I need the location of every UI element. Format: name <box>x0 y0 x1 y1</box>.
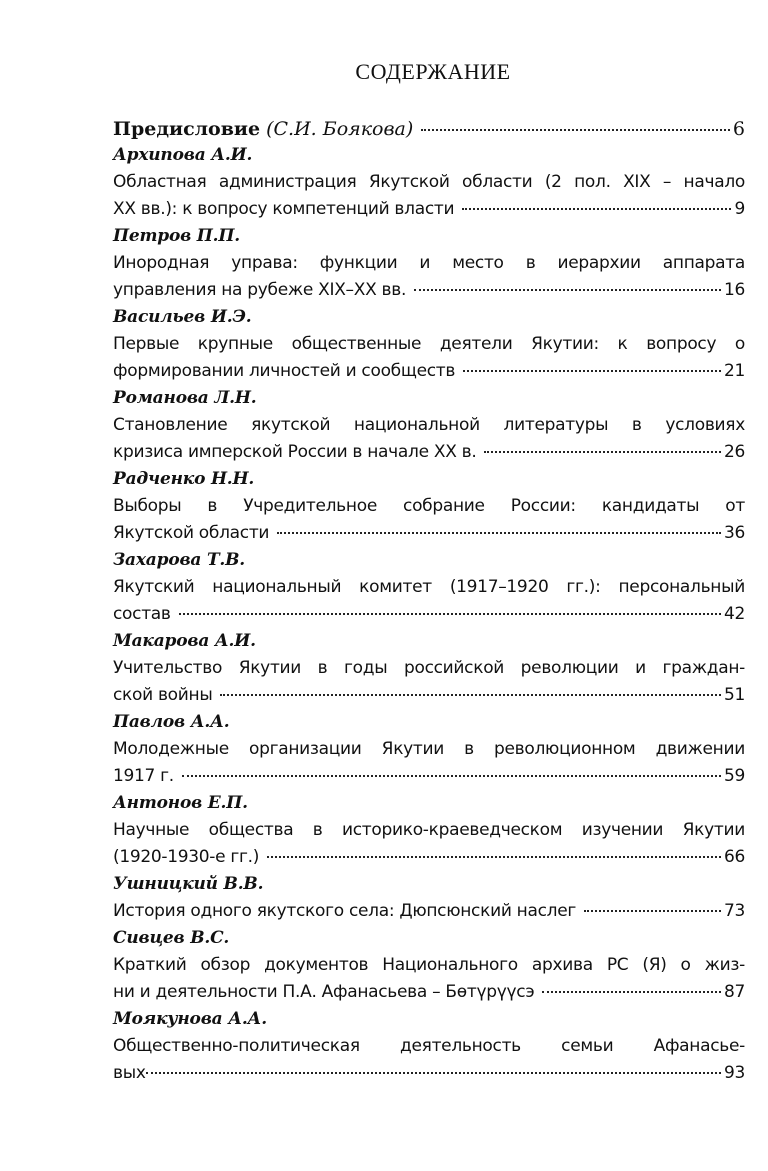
toc-entry-preface[interactable] <box>113 116 745 142</box>
toc-entry[interactable] <box>113 655 745 709</box>
toc-entry-title-line: вых <box>113 1063 146 1083</box>
dot-leader <box>182 775 721 777</box>
toc-entry-last-line <box>113 844 745 871</box>
toc-entry-title-line: История одного якутского села: Дюпсюнский наслег <box>113 901 577 921</box>
contents-page <box>113 56 745 1087</box>
toc-entry-last-line <box>113 1060 745 1087</box>
page-number: 6 <box>732 118 745 140</box>
toc-entry-title-line: формировании личностей и сообществ <box>113 361 456 381</box>
dot-leader <box>484 451 720 453</box>
toc-entry-title-line: управления на рубеже XIX–XX вв. <box>113 280 407 300</box>
toc-entry-last-line <box>113 601 745 628</box>
dot-leader <box>277 532 721 534</box>
toc-entry-title-line: (1920-1930-е гг.) <box>113 847 260 867</box>
toc-entry-title-line: Инородная управа: функции и место в иерархии аппарата <box>113 253 745 273</box>
dot-leader <box>421 129 730 131</box>
toc-entry-title-line: Молодежные организации Якутии в революционном движении <box>113 739 745 759</box>
toc-author: Петров П.П. <box>113 226 240 246</box>
toc-entry-title-line: 1917 г. <box>113 766 174 786</box>
toc-entry-last-line <box>113 682 745 709</box>
toc-list <box>113 142 745 1087</box>
page-number: 9 <box>734 199 745 219</box>
toc-author: Моякунова А.А. <box>113 1009 267 1029</box>
dot-leader <box>267 856 721 858</box>
toc-entry-title-line: ни и деятельности П.А. Афанасьева – Бөтүрүүсэ <box>113 982 535 1002</box>
toc-entry-title-line: Областная администрация Якутской области (2 пол. XIX – начало <box>113 172 745 192</box>
toc-entry-title-line: Становление якутской национальной литературы в условиях <box>113 415 745 435</box>
toc-entry-title-line: Выборы в Учредительное собрание России: кандидаты от <box>113 496 745 516</box>
toc-entry[interactable] <box>113 250 745 304</box>
page-number: 93 <box>723 1063 745 1083</box>
toc-author: Антонов Е.П. <box>113 793 248 813</box>
dot-leader <box>584 910 721 912</box>
toc-entry-title-line: Научные общества в историко-краеведческом изучении Якутии <box>113 820 745 840</box>
dot-leader <box>179 613 721 615</box>
page-number: 59 <box>723 766 745 786</box>
toc-entry[interactable] <box>113 1033 745 1087</box>
page-number: 36 <box>723 523 745 543</box>
toc-entry-title-line: кризиса имперской России в начале XX в. <box>113 442 477 462</box>
toc-entry[interactable] <box>113 331 745 385</box>
preface-author: (С.И. Боякова) <box>266 118 414 140</box>
page-number: 66 <box>723 847 745 867</box>
toc-entry-title-line: Учительство Якутии в годы российской революции и граждан- <box>113 658 745 678</box>
toc-entry-last-line <box>113 358 745 385</box>
toc-entry-last-line <box>113 898 745 925</box>
toc-entry-last-line <box>113 763 745 790</box>
toc-entry[interactable] <box>113 493 745 547</box>
dot-leader <box>414 289 721 291</box>
toc-entry-title-line: Якутский национальный комитет (1917–1920 гг.): персональный <box>113 577 745 597</box>
toc-entry-last-line <box>113 277 745 304</box>
toc-author: Захарова Т.В. <box>113 550 246 570</box>
toc-entry-title-line: Краткий обзор документов Национального архива РС (Я) о жиз- <box>113 955 745 975</box>
page-number: 87 <box>723 982 745 1002</box>
toc-entry-title-line: XX вв.): к вопросу компетенций власти <box>113 199 455 219</box>
dot-leader <box>462 208 731 210</box>
toc-author: Ушницкий В.В. <box>113 874 264 894</box>
toc-entry-last-line <box>113 196 745 223</box>
toc-entry-title-line: ской войны <box>113 685 213 705</box>
toc-entry-title-line: Первые крупные общественные деятели Якутии: к вопросу о <box>113 334 745 354</box>
toc-entry-last-line <box>113 520 745 547</box>
page-number: 16 <box>723 280 745 300</box>
page-number: 73 <box>723 901 745 921</box>
dot-leader <box>220 694 720 696</box>
toc-author: Сивцев В.С. <box>113 928 230 948</box>
toc-entry[interactable] <box>113 412 745 466</box>
page-title: СОДЕРЖАНИЕ <box>355 59 511 84</box>
page-number: 42 <box>723 604 745 624</box>
toc-entry-last-line <box>113 979 745 1006</box>
toc-entry[interactable] <box>113 898 745 925</box>
toc-entry-title-line: состав <box>113 604 171 624</box>
toc-entry[interactable] <box>113 817 745 871</box>
toc-author: Павлов А.А. <box>113 712 230 732</box>
toc-entry[interactable] <box>113 169 745 223</box>
toc-author: Романова Л.Н. <box>113 388 257 408</box>
page-number: 26 <box>723 442 745 462</box>
toc-entry-title-line: Якутской области <box>113 523 270 543</box>
toc-author: Радченко Н.Н. <box>113 469 255 489</box>
toc-entry[interactable] <box>113 952 745 1006</box>
toc-author: Васильев И.Э. <box>113 307 252 327</box>
dot-leader <box>463 370 721 372</box>
dot-leader <box>146 1072 721 1074</box>
toc-entry-last-line <box>113 439 745 466</box>
preface-title: Предисловие <box>113 118 261 140</box>
toc-entry[interactable] <box>113 736 745 790</box>
toc-entry[interactable] <box>113 574 745 628</box>
toc-entry-title-line: Общественно-политическая деятельность семьи Афанасье- <box>113 1036 745 1056</box>
toc-author: Архипова А.И. <box>113 145 253 165</box>
page-number: 21 <box>723 361 745 381</box>
page-number: 51 <box>723 685 745 705</box>
dot-leader <box>542 991 721 993</box>
toc-author: Макарова А.И. <box>113 631 256 651</box>
